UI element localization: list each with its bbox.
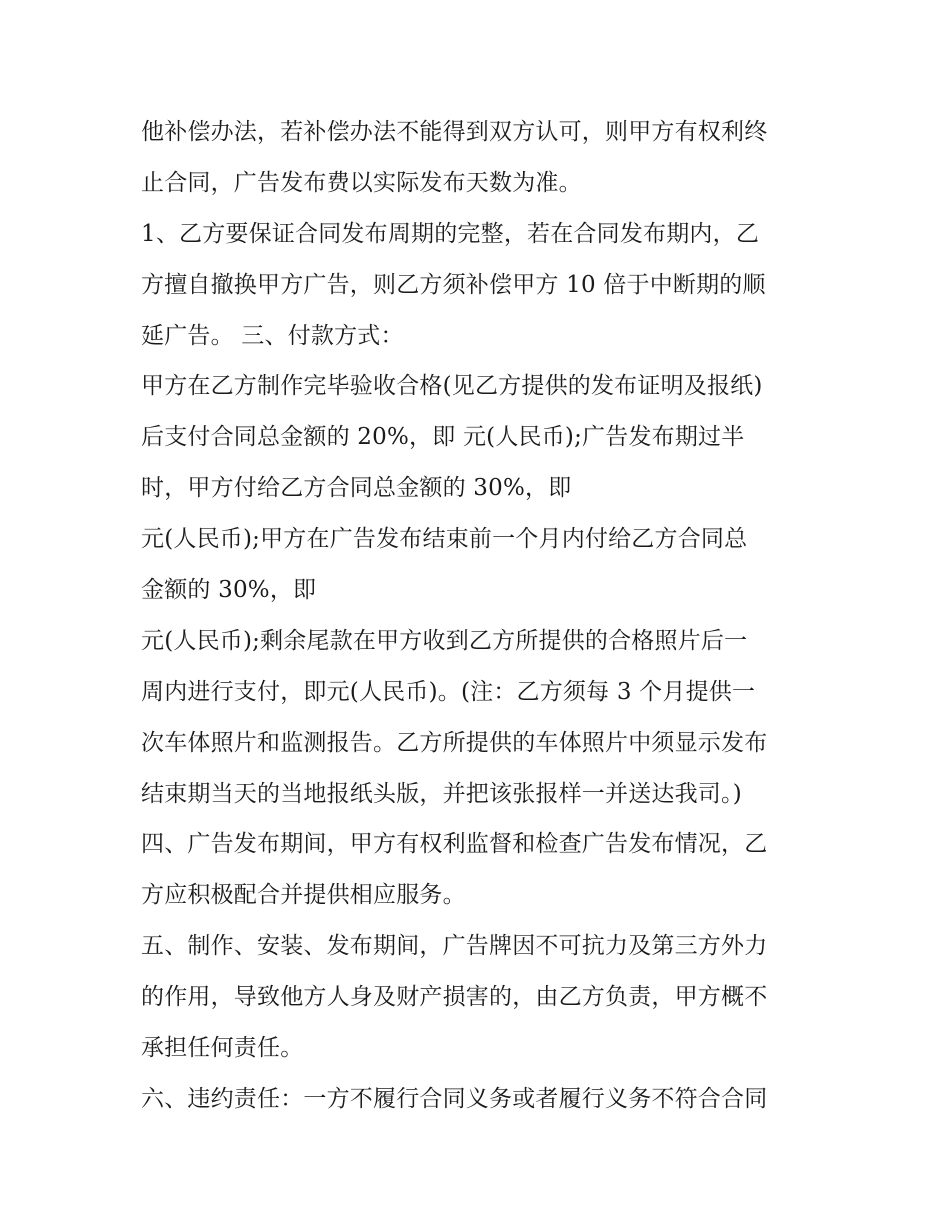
text-line: 元(人民币);剩余尾款在甲方收到乙方所提供的合格照片后一	[141, 627, 748, 654]
text-line: 金额的 30%，即	[141, 577, 317, 604]
text-line: 他补偿办法，若补偿办法不能得到双方认可，则甲方有权利终	[141, 119, 768, 145]
text-line: 元(人民币);甲方在广告发布结束前一个月内付给乙方合同总	[141, 526, 748, 553]
text-line: 的作用，导致他方人身及财产损害的，由乙方负责，甲方概不	[141, 984, 768, 1011]
text-line: 止合同，广告发布费以实际发布天数为准。	[141, 169, 582, 196]
text-line: 甲方在乙方制作完毕验收合格(见乙方提供的发布证明及报纸)	[141, 373, 763, 400]
text-line: 方应积极配合并提供相应服务。	[141, 882, 466, 909]
text-line: 时，甲方付给乙方合同总金额的 30%，即	[141, 475, 572, 502]
text-line: 结束期当天的当地报纸头版，并把该张报样一并送达我司。)	[141, 780, 742, 807]
text-line: 五、制作、安装、发布期间，广告牌因不可抗力及第三方外力	[141, 933, 768, 960]
text-line: 承担任何责任。	[141, 1035, 304, 1062]
text-line: 周内进行支付，即元(人民币)。(注：乙方须每 3 个月提供一	[141, 678, 756, 705]
text-line: 六、违约责任：一方不履行合同义务或者履行义务不符合合同	[141, 1085, 768, 1112]
document-body	[141, 107, 821, 1125]
text-line: 1、乙方要保证合同发布周期的完整，若在合同发布期内，乙	[141, 220, 760, 247]
text-line: 四、广告发布期间，甲方有权利监督和检查广告发布情况，乙	[141, 831, 768, 858]
text-line: 次车体照片和监测报告。乙方所提供的车体照片中须显示发布	[141, 729, 768, 756]
text-line: 方擅自撤换甲方广告，则乙方须补偿甲方 10 倍于中断期的顺	[141, 271, 766, 298]
text-line: 后支付合同总金额的 20%，即 元(人民币);广告发布期过半	[141, 424, 745, 451]
text-line: 延广告。 三、付款方式：	[141, 322, 404, 349]
